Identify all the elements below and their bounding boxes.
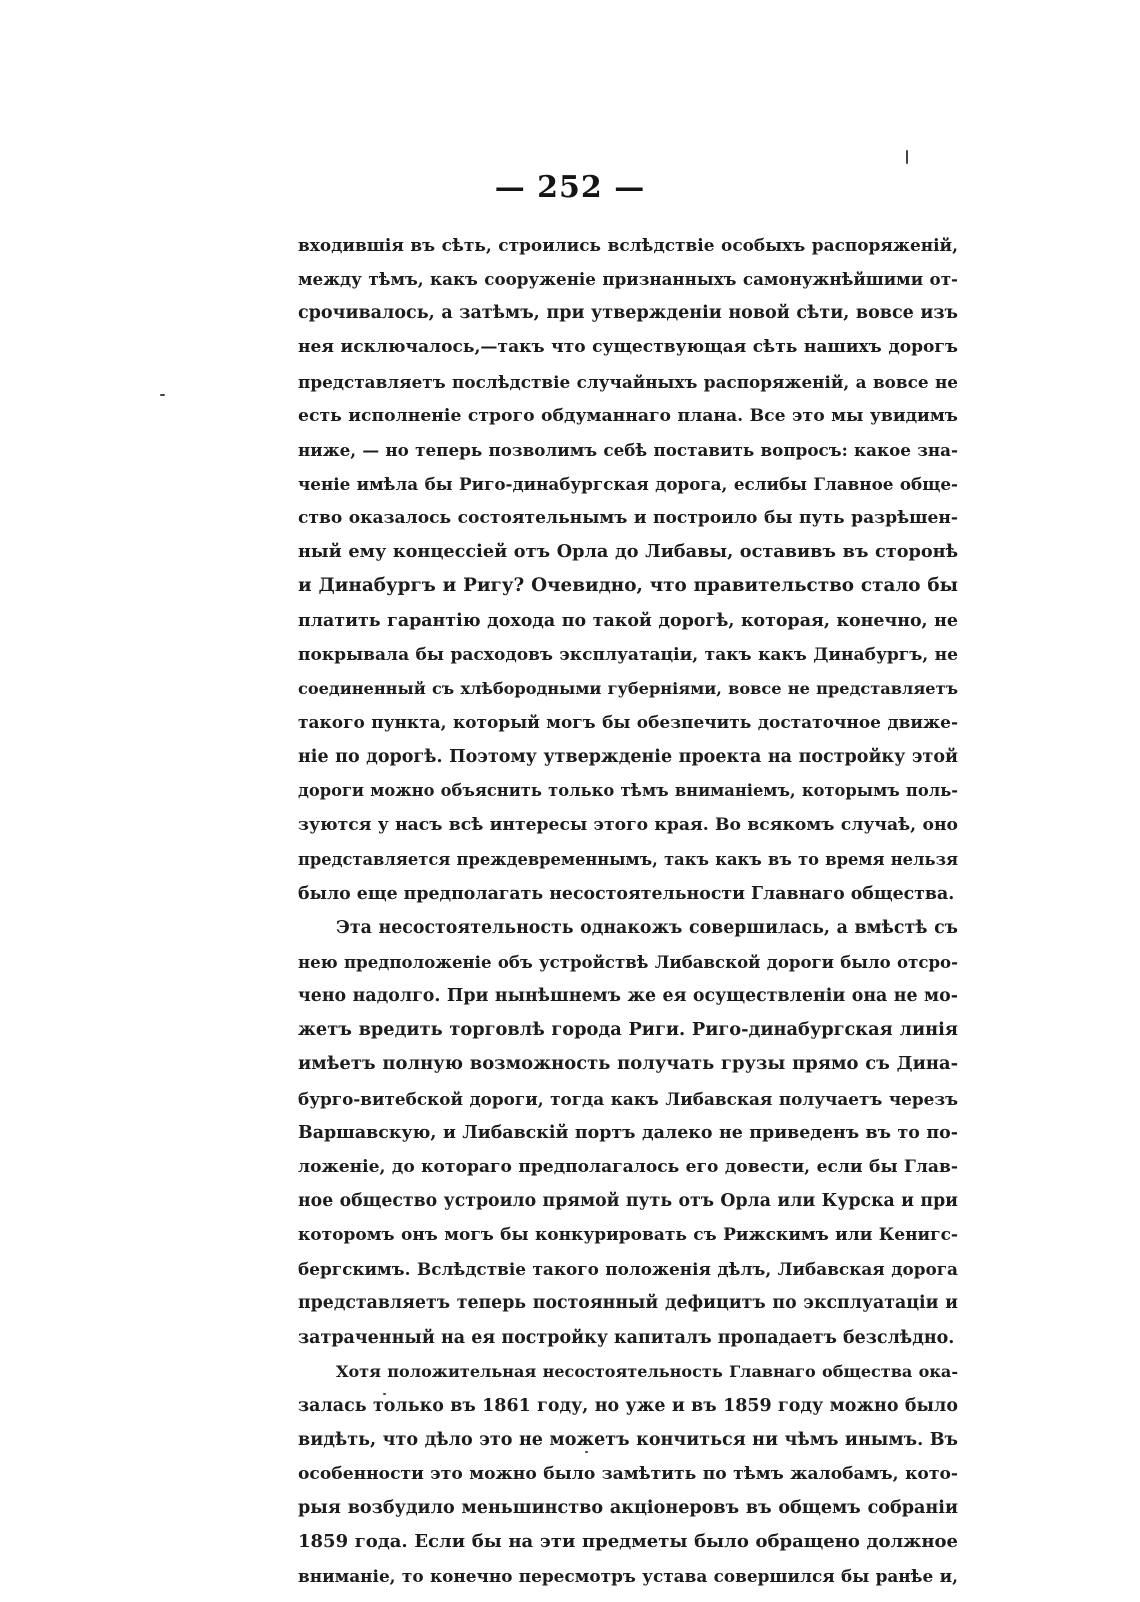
text-line: есть исполненіе строго обдуманнаго плана. Все это мы увидимъ: [298, 405, 958, 426]
paragraph-3: [298, 1355, 958, 1594]
text-line: Эта несостоятельность однакожъ совершилась, а вмѣстѣ съ: [336, 917, 958, 938]
text-line: ниже, — но теперь позволимъ себѣ поставить вопросъ: какое зна-: [298, 439, 958, 460]
text-line: зуются у насъ всѣ интересы этого края. Во всякомъ случаѣ, оно: [298, 815, 958, 836]
text-line: ное общество устроило прямой путь отъ Орла или Курска и при: [298, 1190, 958, 1211]
text-line: представляется преждевременнымъ, такъ какъ въ то время нельзя: [298, 849, 958, 869]
text-line: платить гарантію дохода по такой дорогѣ, которая, конечно, не: [298, 610, 958, 631]
text-line: входившія въ сѣть, строились вслѣдствіе особыхъ распоряженій,: [298, 235, 958, 255]
text-line: между тѣмъ, какъ сооруженіе признанныхъ самонужнѣйшими от-: [298, 269, 958, 290]
text-line: чено надолго. При нынѣшнемъ же ея осуществленіи она не мо-: [298, 986, 958, 1007]
body-text: [298, 228, 958, 1594]
text-line: покрывала бы расходовъ эксплуатаціи, такъ какъ Динабургъ, не: [298, 644, 958, 665]
text-line: вниманіе, то конечно пересмотръ устава совершился бы ранѣе и,: [298, 1566, 958, 1587]
text-line: такого пункта, который могъ бы обезпечить достаточное движе-: [298, 712, 958, 733]
text-line: видѣть, что дѣло это не можетъ кончиться ни чѣмъ инымъ. Въ: [298, 1429, 958, 1450]
text-line: ченіе имѣла бы Риго-динабургская дорога, еслибы Главное обще-: [298, 473, 958, 494]
text-line: представляетъ теперь постоянный дефицитъ по эксплуатаціи и: [298, 1293, 958, 1314]
text-line: ложеніе, до котораго предполагалось его довести, если бы Глав-: [298, 1156, 958, 1177]
scan-speck: [160, 394, 165, 396]
page-number: — 252 —: [494, 170, 646, 205]
text-line: ство оказалось состоятельнымъ и построило бы путь разрѣшен-: [298, 508, 958, 529]
text-line: бурго-витебской дороги, тогда какъ Либавская получаетъ черезъ: [298, 1088, 958, 1109]
text-line: было еще предполагать несостоятельности Главнаго общества.: [298, 883, 955, 904]
scan-speck: [383, 1393, 386, 1395]
text-line: представляетъ послѣдствіе случайныхъ распоряженій, а вовсе не: [298, 371, 958, 392]
text-line: которомъ онъ могъ бы конкурировать съ Рижскимъ или Кенигс-: [298, 1225, 958, 1246]
text-line: нею предположеніе объ устройствѣ Либавской дороги было отсро-: [298, 951, 958, 972]
text-line: 1859 года. Если бы на эти предметы было обращено должное: [298, 1531, 958, 1553]
text-line: жетъ вредить торговлѣ города Риги. Риго-динабургская линія: [298, 1019, 958, 1041]
text-line: затраченный на ея постройку капиталъ пропадаетъ безслѣдно.: [298, 1327, 955, 1348]
text-line: рыя возбудило меньшинство акціонеровъ въ общемъ собраніи: [298, 1497, 958, 1519]
scan-speck: [906, 150, 908, 164]
text-line: ный ему концессіей отъ Орла до Либавы, оставивъ въ сторонѣ: [298, 541, 958, 563]
paragraph-1: [298, 228, 958, 911]
text-line: и Динабургъ и Ригу? Очевидно, что правительство стало бы: [298, 575, 958, 597]
paragraph-2: [298, 911, 958, 1355]
scan-speck: [585, 1451, 588, 1453]
text-line: Варшавскую, и Либавскій портъ далеко не приведенъ въ то по-: [298, 1122, 958, 1143]
text-line: залась только въ 1861 году, но уже и въ 1859 году можно было: [298, 1395, 958, 1416]
text-line: бергскимъ. Вслѣдствіе такого положенія дѣлъ, Либавская дорога: [298, 1259, 958, 1280]
text-line: нея исключалось,—такъ что существующая сѣть нашихъ дорогъ: [298, 337, 958, 358]
text-line: Хотя положительная несостоятельность Главнаго общества ока-: [336, 1361, 958, 1381]
text-line: особенности это можно было замѣтить по тѣмъ жалобамъ, кото-: [298, 1464, 958, 1485]
text-line: имѣетъ полную возможность получать грузы прямо съ Дина-: [298, 1053, 958, 1075]
text-line: ніе по дорогѣ. Поэтому утвержденіе проекта на постройку этой: [298, 747, 958, 768]
text-line: срочивалось, а затѣмъ, при утвержденіи новой сѣти, вовсе изъ: [298, 303, 958, 324]
text-line: дороги можно объяснить только тѣмъ вниманіемъ, которымъ поль-: [298, 781, 958, 801]
text-line: соединенный съ хлѣбородными губерніями, вовсе не представляетъ: [298, 678, 958, 698]
